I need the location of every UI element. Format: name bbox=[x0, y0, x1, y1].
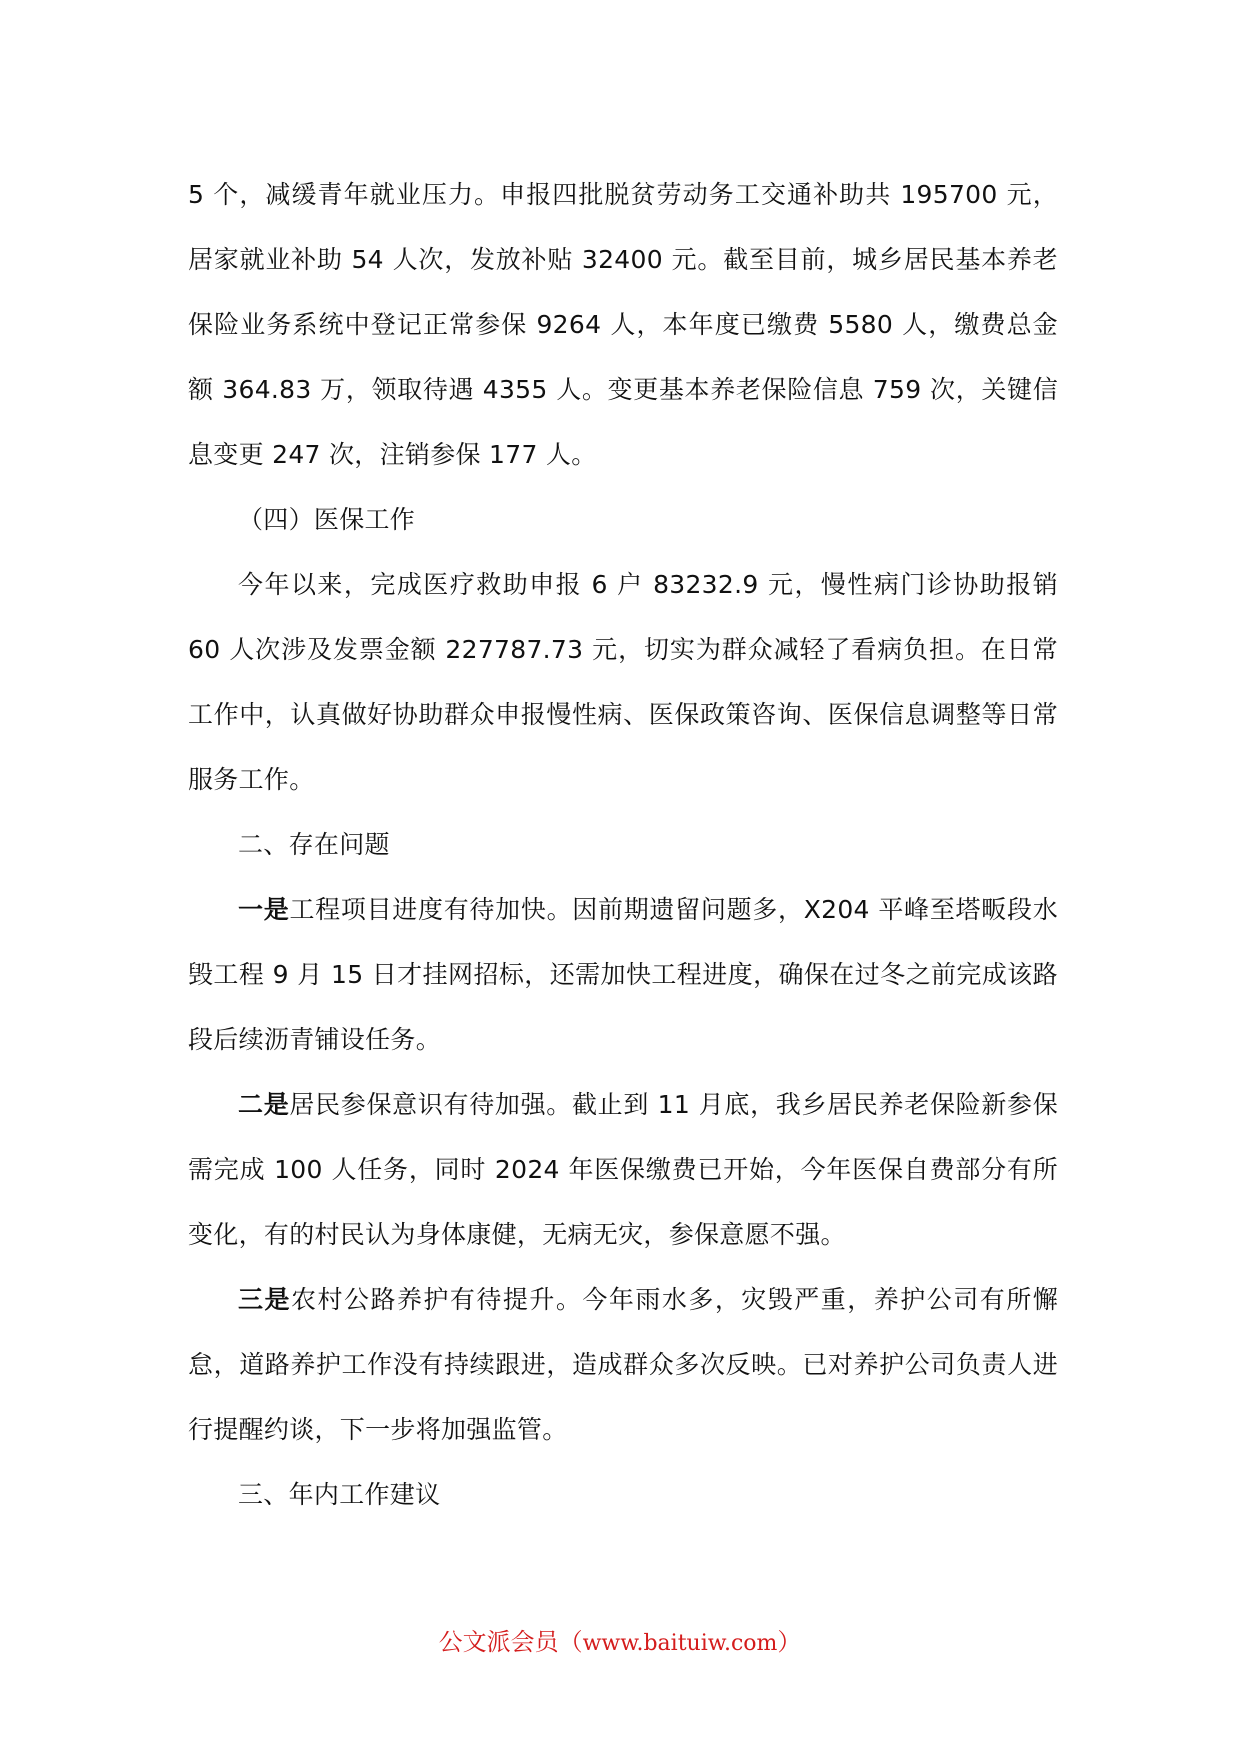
footer-watermark bbox=[0, 1622, 1240, 1657]
footer-suffix: ） bbox=[777, 1628, 802, 1656]
paragraph-lead: 一是 bbox=[238, 895, 290, 924]
document-body bbox=[188, 162, 1058, 1527]
paragraph-employment-pension bbox=[188, 162, 1058, 487]
paragraph-problem-two bbox=[188, 1072, 1058, 1267]
paragraph-text: 居民参保意识有待加强。截止到 11 月底，我乡居民养老保险新参保需完成 100 人任务，同时 2024 年医保缴费已开始，今年医保自费部分有所变化，有的村民认为身体康健，无病无灾，参保意愿不强。 bbox=[188, 1090, 1058, 1249]
paragraph-medical-insurance bbox=[188, 552, 1058, 812]
section-heading-existing-problems bbox=[188, 812, 1058, 877]
paragraph-problem-three bbox=[188, 1267, 1058, 1462]
paragraph-text: 工程项目进度有待加快。因前期遗留问题多，X204 平峰至塔畈段水毁工程 9 月 15 日才挂网招标，还需加快工程进度，确保在过冬之前完成该路段后续沥青铺设任务。 bbox=[188, 895, 1058, 1054]
paragraph-lead: 三是 bbox=[238, 1285, 291, 1314]
section-heading-work-suggestions bbox=[188, 1462, 1058, 1527]
heading-text: （四）医保工作 bbox=[238, 505, 416, 534]
footer-prefix: 公文派会员（ bbox=[438, 1628, 583, 1656]
paragraph-lead: 二是 bbox=[238, 1090, 290, 1119]
paragraph-text: 农村公路养护有待提升。今年雨水多，灾毁严重，养护公司有所懈怠，道路养护工作没有持续跟进，造成群众多次反映。已对养护公司负责人进行提醒约谈，下一步将加强监管。 bbox=[188, 1285, 1058, 1444]
paragraph-problem-one bbox=[188, 877, 1058, 1072]
heading-text: 二、存在问题 bbox=[238, 830, 390, 859]
paragraph-text: 5 个，减缓青年就业压力。申报四批脱贫劳动务工交通补助共 195700 元，居家就业补助 54 人次，发放补贴 32400 元。截至目前，城乡居民基本养老保险业务系统中登记正常参保 9264 人，本年度已缴费 5580 人，缴费总金额 364.83 万，领取待遇 4355 人。变更基本养老保险信息 759 次，关键信息变更 247 次，注销参保 177 人。 bbox=[188, 180, 1058, 469]
heading-text: 三、年内工作建议 bbox=[238, 1480, 441, 1509]
footer-url[interactable]: www.baituiw.com bbox=[582, 1631, 778, 1656]
section-heading-medical-insurance bbox=[188, 487, 1058, 552]
paragraph-text: 今年以来，完成医疗救助申报 6 户 83232.9 元，慢性病门诊协助报销 60 人次涉及发票金额 227787.73 元，切实为群众减轻了看病负担。在日常工作中，认真做好协助群众申报慢性病、医保政策咨询、医保信息调整等日常服务工作。 bbox=[188, 570, 1058, 794]
